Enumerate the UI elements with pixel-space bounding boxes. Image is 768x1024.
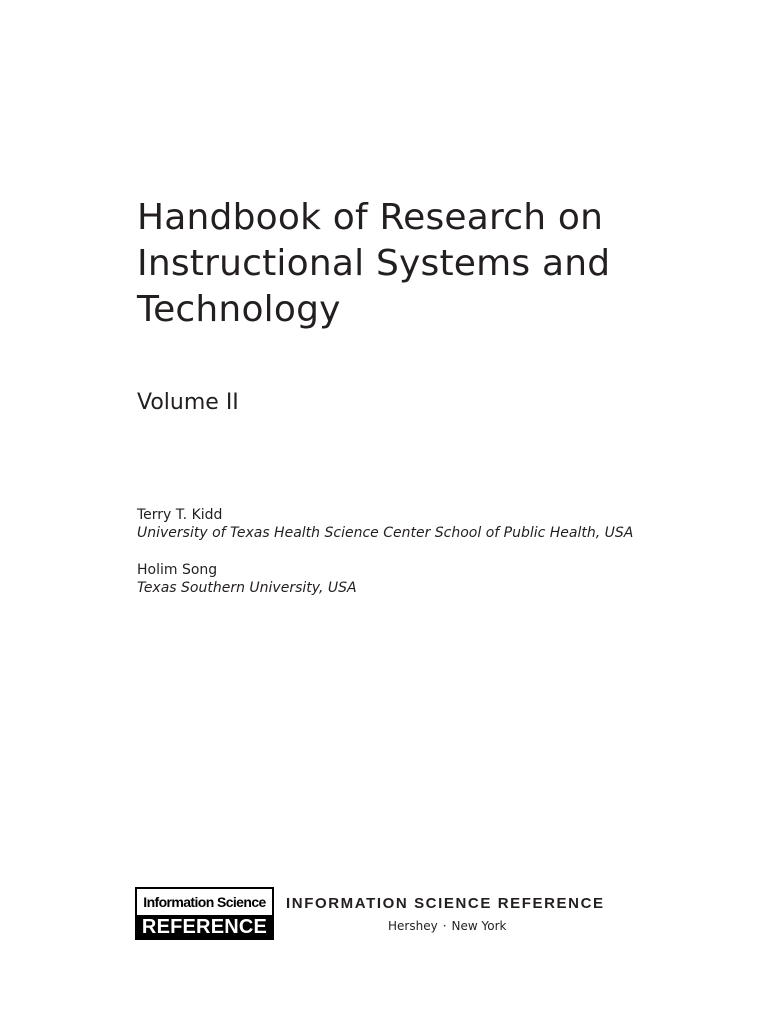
author-entry [137,506,633,542]
publisher-city-1: Hershey [388,919,438,933]
publisher-name: INFORMATION SCIENCE REFERENCE [286,895,605,912]
author-affiliation: University of Texas Health Science Center School of Public Health, USA [137,525,634,541]
publisher-logo [135,887,274,940]
author-name: Holim Song [137,562,218,578]
book-title-line-3: Technology [137,289,341,330]
publisher-city-2: New York [451,919,507,933]
author-entry [137,561,357,597]
volume-label: Volume II [137,390,239,415]
book-title-line-1: Handbook of Research on [137,197,604,238]
author-affiliation: Texas Southern University, USA [137,580,357,596]
author-name: Terry T. Kidd [137,507,223,523]
book-title-line-2: Instructional Systems and [137,243,611,284]
location-separator: · [442,919,447,933]
logo-bottom-text: REFERENCE [137,915,272,940]
publisher-location [388,918,506,934]
book-title [137,195,737,333]
logo-top-text: Information Science [143,894,266,910]
